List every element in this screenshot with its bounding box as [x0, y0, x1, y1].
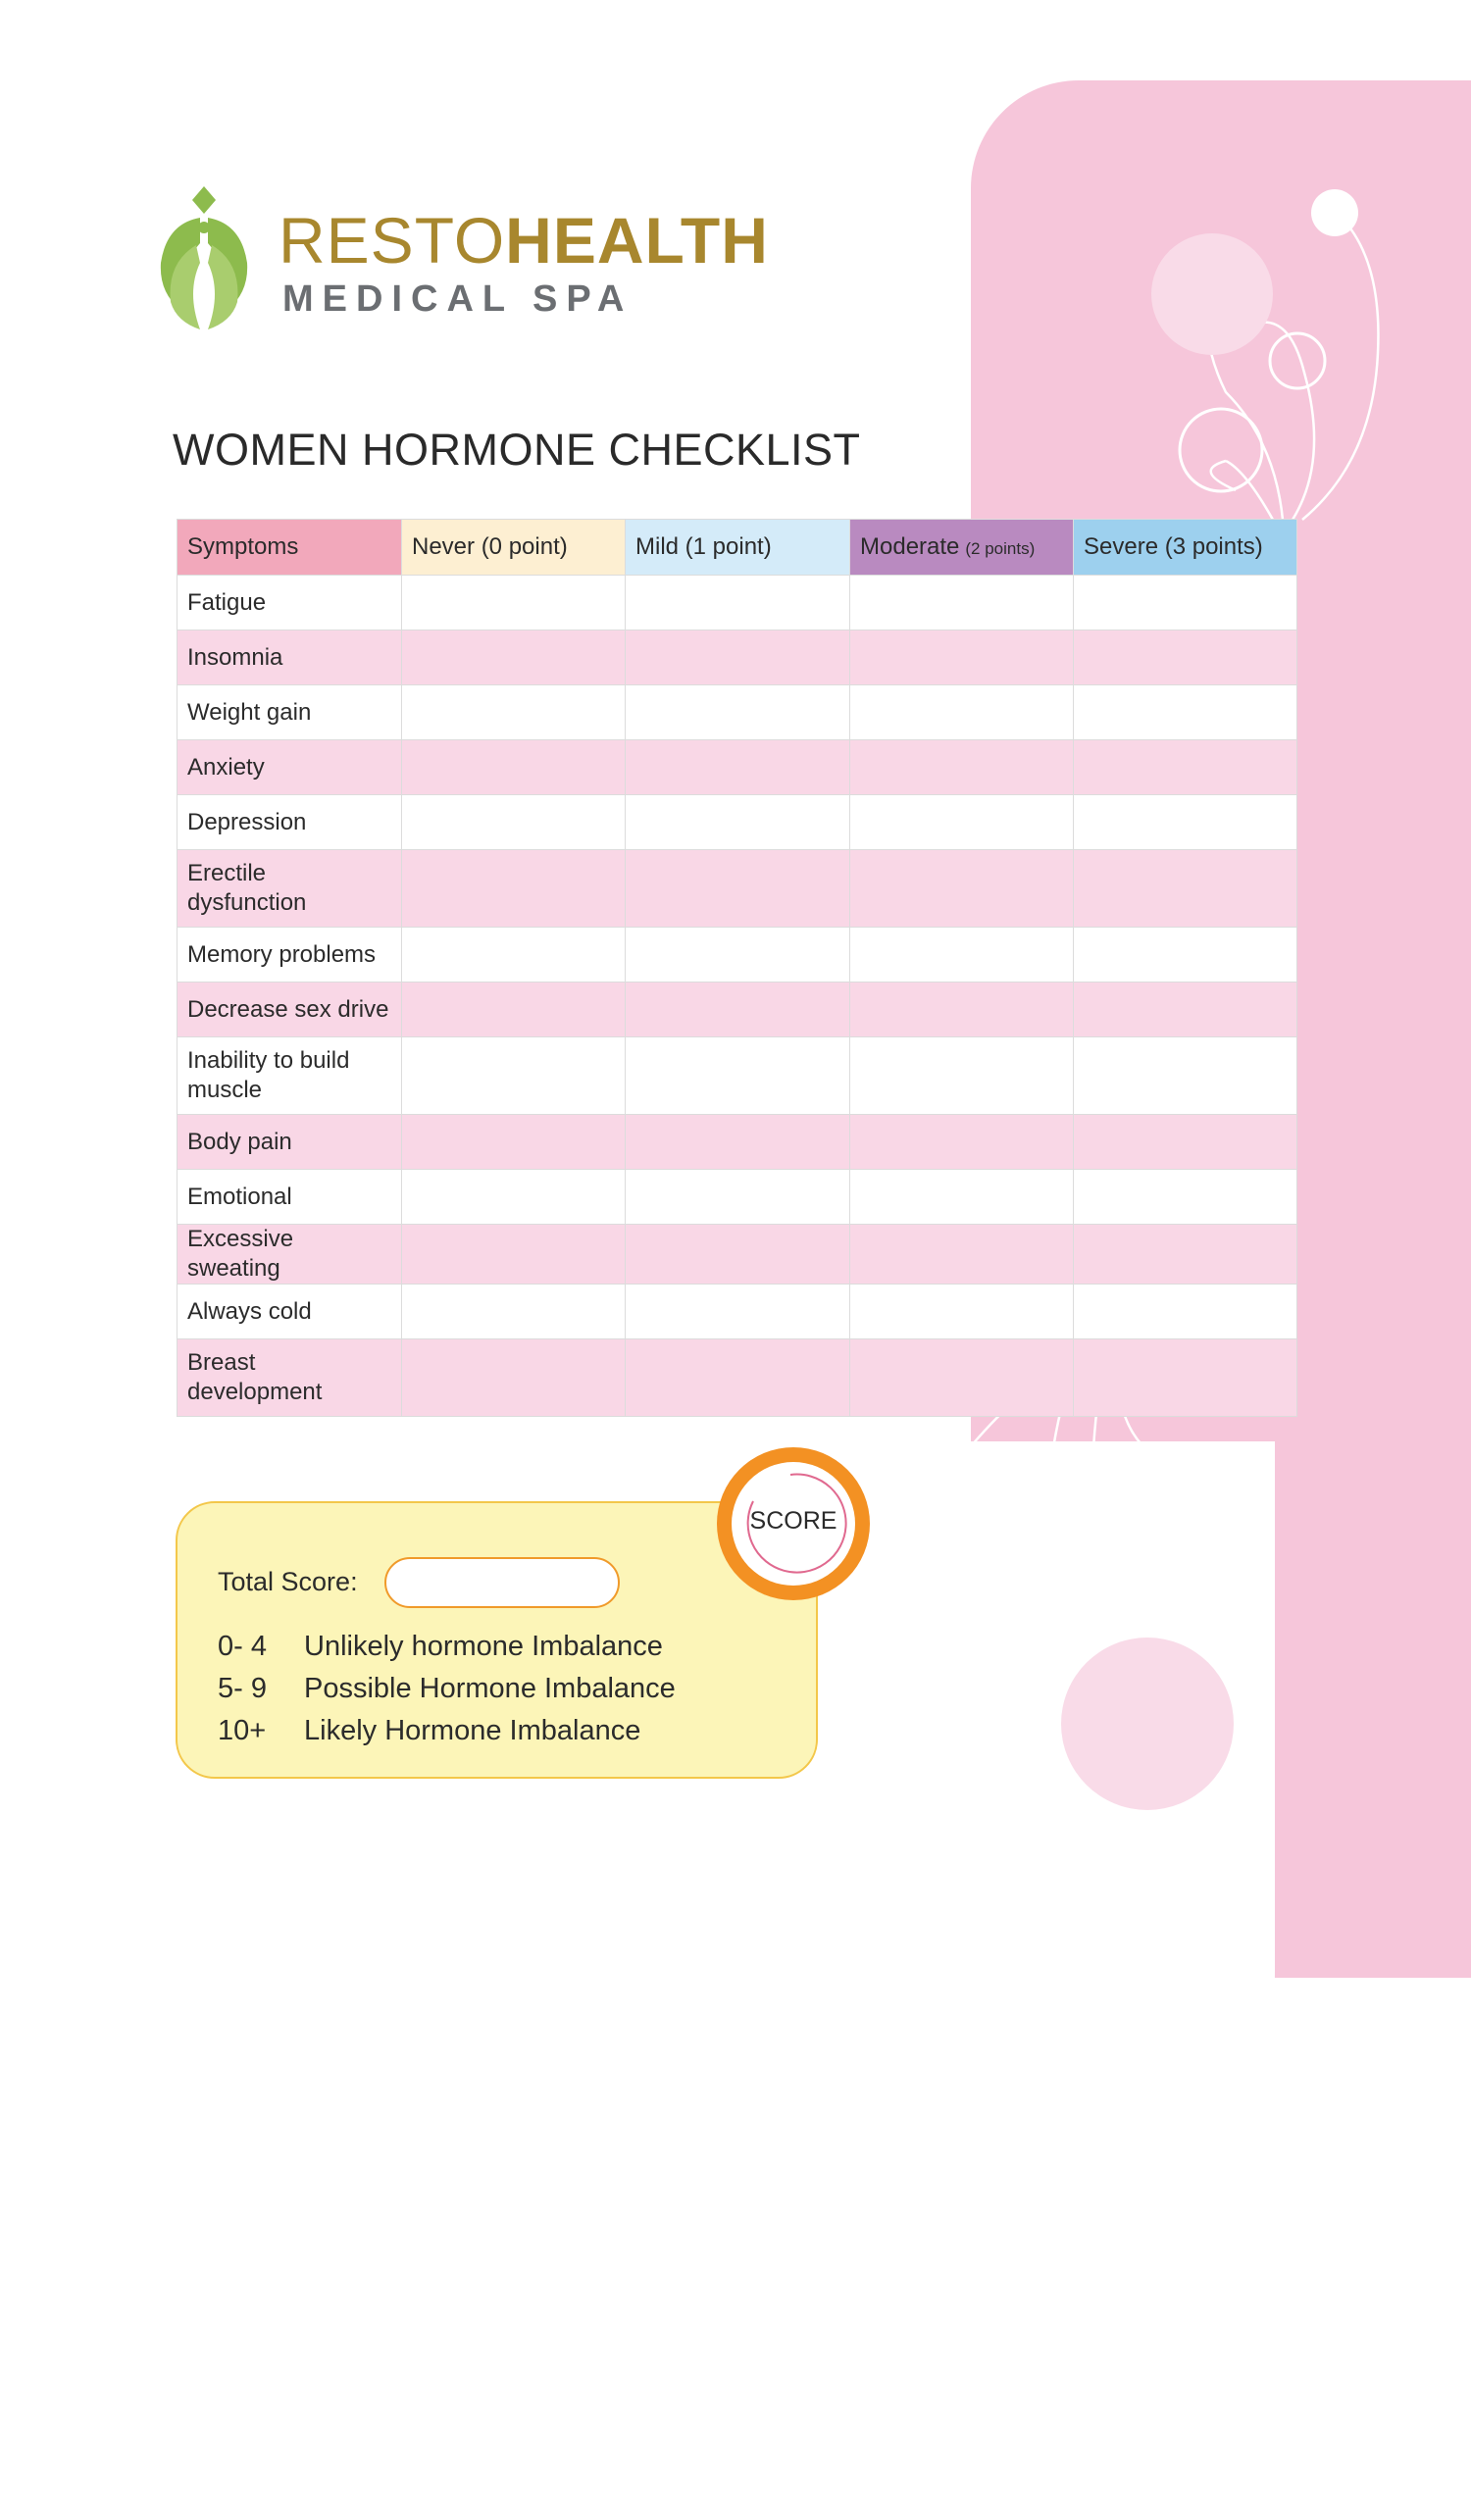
- cell-moderate[interactable]: [850, 1170, 1074, 1225]
- score-badge: [717, 1447, 870, 1600]
- cell-never[interactable]: [402, 1339, 626, 1417]
- brand-name-part1: RESTO: [279, 204, 506, 277]
- symptom-label: Excessive sweating: [178, 1225, 402, 1285]
- cell-never[interactable]: [402, 928, 626, 983]
- cell-never[interactable]: [402, 740, 626, 795]
- cell-moderate[interactable]: [850, 1285, 1074, 1339]
- cell-never[interactable]: [402, 1037, 626, 1115]
- table-row: [178, 1115, 1297, 1170]
- symptom-label: Insomnia: [178, 630, 402, 685]
- symptom-label: Breast development: [178, 1339, 402, 1417]
- cell-severe[interactable]: [1074, 850, 1297, 928]
- symptom-label: Body pain: [178, 1115, 402, 1170]
- cell-mild[interactable]: [626, 576, 850, 630]
- table-row: [178, 850, 1297, 928]
- symptom-label: Memory problems: [178, 928, 402, 983]
- cell-severe[interactable]: [1074, 1339, 1297, 1417]
- cell-moderate[interactable]: [850, 576, 1074, 630]
- header-moderate-label: Moderate: [860, 533, 960, 560]
- legend-item: [218, 1673, 676, 1715]
- cell-moderate[interactable]: [850, 795, 1074, 850]
- leaf-logo-icon: [157, 184, 251, 331]
- table-row: [178, 1339, 1297, 1417]
- table-row: [178, 576, 1297, 630]
- header-mild: Mild (1 point): [626, 520, 850, 576]
- cell-never[interactable]: [402, 1170, 626, 1225]
- legend-range: 10+: [218, 1715, 267, 1746]
- cell-moderate[interactable]: [850, 850, 1074, 928]
- cell-moderate[interactable]: [850, 685, 1074, 740]
- cell-moderate[interactable]: [850, 1339, 1074, 1417]
- cell-mild[interactable]: [626, 1115, 850, 1170]
- symptom-label: Always cold: [178, 1285, 402, 1339]
- cell-severe[interactable]: [1074, 740, 1297, 795]
- cell-mild[interactable]: [626, 1037, 850, 1115]
- cell-never[interactable]: [402, 1115, 626, 1170]
- cell-mild[interactable]: [626, 1170, 850, 1225]
- cell-moderate[interactable]: [850, 928, 1074, 983]
- header-moderate: [850, 520, 1074, 576]
- cell-moderate[interactable]: [850, 740, 1074, 795]
- page-title: WOMEN HORMONE CHECKLIST: [173, 425, 861, 475]
- legend-range: 5- 9: [218, 1673, 267, 1704]
- cell-severe[interactable]: [1074, 576, 1297, 630]
- table-row: [178, 983, 1297, 1037]
- header-moderate-points: (2 points): [965, 539, 1036, 558]
- cell-severe[interactable]: [1074, 1115, 1297, 1170]
- cell-mild[interactable]: [626, 795, 850, 850]
- legend-text: Possible Hormone Imbalance: [304, 1673, 676, 1704]
- brand-name: [279, 204, 769, 277]
- table-row: [178, 630, 1297, 685]
- cell-never[interactable]: [402, 685, 626, 740]
- cell-severe[interactable]: [1074, 1170, 1297, 1225]
- score-badge-label: SCORE: [749, 1507, 837, 1535]
- cell-severe[interactable]: [1074, 1285, 1297, 1339]
- symptom-checklist-table: [177, 519, 1297, 1417]
- cell-never[interactable]: [402, 1285, 626, 1339]
- total-score-field[interactable]: [384, 1557, 620, 1608]
- cell-mild[interactable]: [626, 685, 850, 740]
- cell-severe[interactable]: [1074, 983, 1297, 1037]
- cell-mild[interactable]: [626, 1285, 850, 1339]
- total-score-label: Total Score:: [218, 1567, 358, 1596]
- header-symptoms: Symptoms: [178, 520, 402, 576]
- score-badge-inner: [732, 1462, 855, 1586]
- legend-text: Unlikely hormone Imbalance: [304, 1631, 663, 1662]
- symptom-label: Decrease sex drive: [178, 983, 402, 1037]
- brand-subtitle: MEDICAL SPA: [282, 278, 634, 320]
- cell-never[interactable]: [402, 576, 626, 630]
- cell-never[interactable]: [402, 983, 626, 1037]
- cell-moderate[interactable]: [850, 983, 1074, 1037]
- cell-moderate[interactable]: [850, 630, 1074, 685]
- table-header-row: [178, 520, 1297, 576]
- table-row: [178, 1037, 1297, 1115]
- header-never: Never (0 point): [402, 520, 626, 576]
- table-row: [178, 928, 1297, 983]
- brand-name-part2: HEALTH: [505, 204, 769, 277]
- cell-mild[interactable]: [626, 850, 850, 928]
- cell-severe[interactable]: [1074, 795, 1297, 850]
- cell-moderate[interactable]: [850, 1225, 1074, 1285]
- cell-severe[interactable]: [1074, 1037, 1297, 1115]
- cell-never[interactable]: [402, 795, 626, 850]
- cell-never[interactable]: [402, 630, 626, 685]
- score-legend: [218, 1631, 676, 1757]
- cell-severe[interactable]: [1074, 928, 1297, 983]
- header-severe: Severe (3 points): [1074, 520, 1297, 576]
- cell-never[interactable]: [402, 1225, 626, 1285]
- symptom-label: Erectile dysfunction: [178, 850, 402, 928]
- table-row: [178, 1285, 1297, 1339]
- legend-text: Likely Hormone Imbalance: [304, 1715, 641, 1746]
- cell-never[interactable]: [402, 850, 626, 928]
- cell-mild[interactable]: [626, 630, 850, 685]
- table-row: [178, 740, 1297, 795]
- cell-mild[interactable]: [626, 928, 850, 983]
- symptom-label: Inability to build muscle: [178, 1037, 402, 1115]
- cell-severe[interactable]: [1074, 685, 1297, 740]
- cell-severe[interactable]: [1074, 1225, 1297, 1285]
- symptom-label: Depression: [178, 795, 402, 850]
- symptom-label: Weight gain: [178, 685, 402, 740]
- symptom-label: Fatigue: [178, 576, 402, 630]
- cell-mild[interactable]: [626, 740, 850, 795]
- cell-mild[interactable]: [626, 1225, 850, 1285]
- symptom-label: Anxiety: [178, 740, 402, 795]
- legend-item: [218, 1631, 676, 1673]
- brand-logo: [157, 184, 843, 341]
- cell-mild[interactable]: [626, 1339, 850, 1417]
- cell-severe[interactable]: [1074, 630, 1297, 685]
- legend-item: [218, 1715, 676, 1757]
- legend-range: 0- 4: [218, 1631, 267, 1662]
- cell-moderate[interactable]: [850, 1115, 1074, 1170]
- cell-mild[interactable]: [626, 983, 850, 1037]
- table-row: [178, 1225, 1297, 1285]
- table-row: [178, 795, 1297, 850]
- cell-moderate[interactable]: [850, 1037, 1074, 1115]
- table-row: [178, 1170, 1297, 1225]
- symptom-label: Emotional: [178, 1170, 402, 1225]
- table-row: [178, 685, 1297, 740]
